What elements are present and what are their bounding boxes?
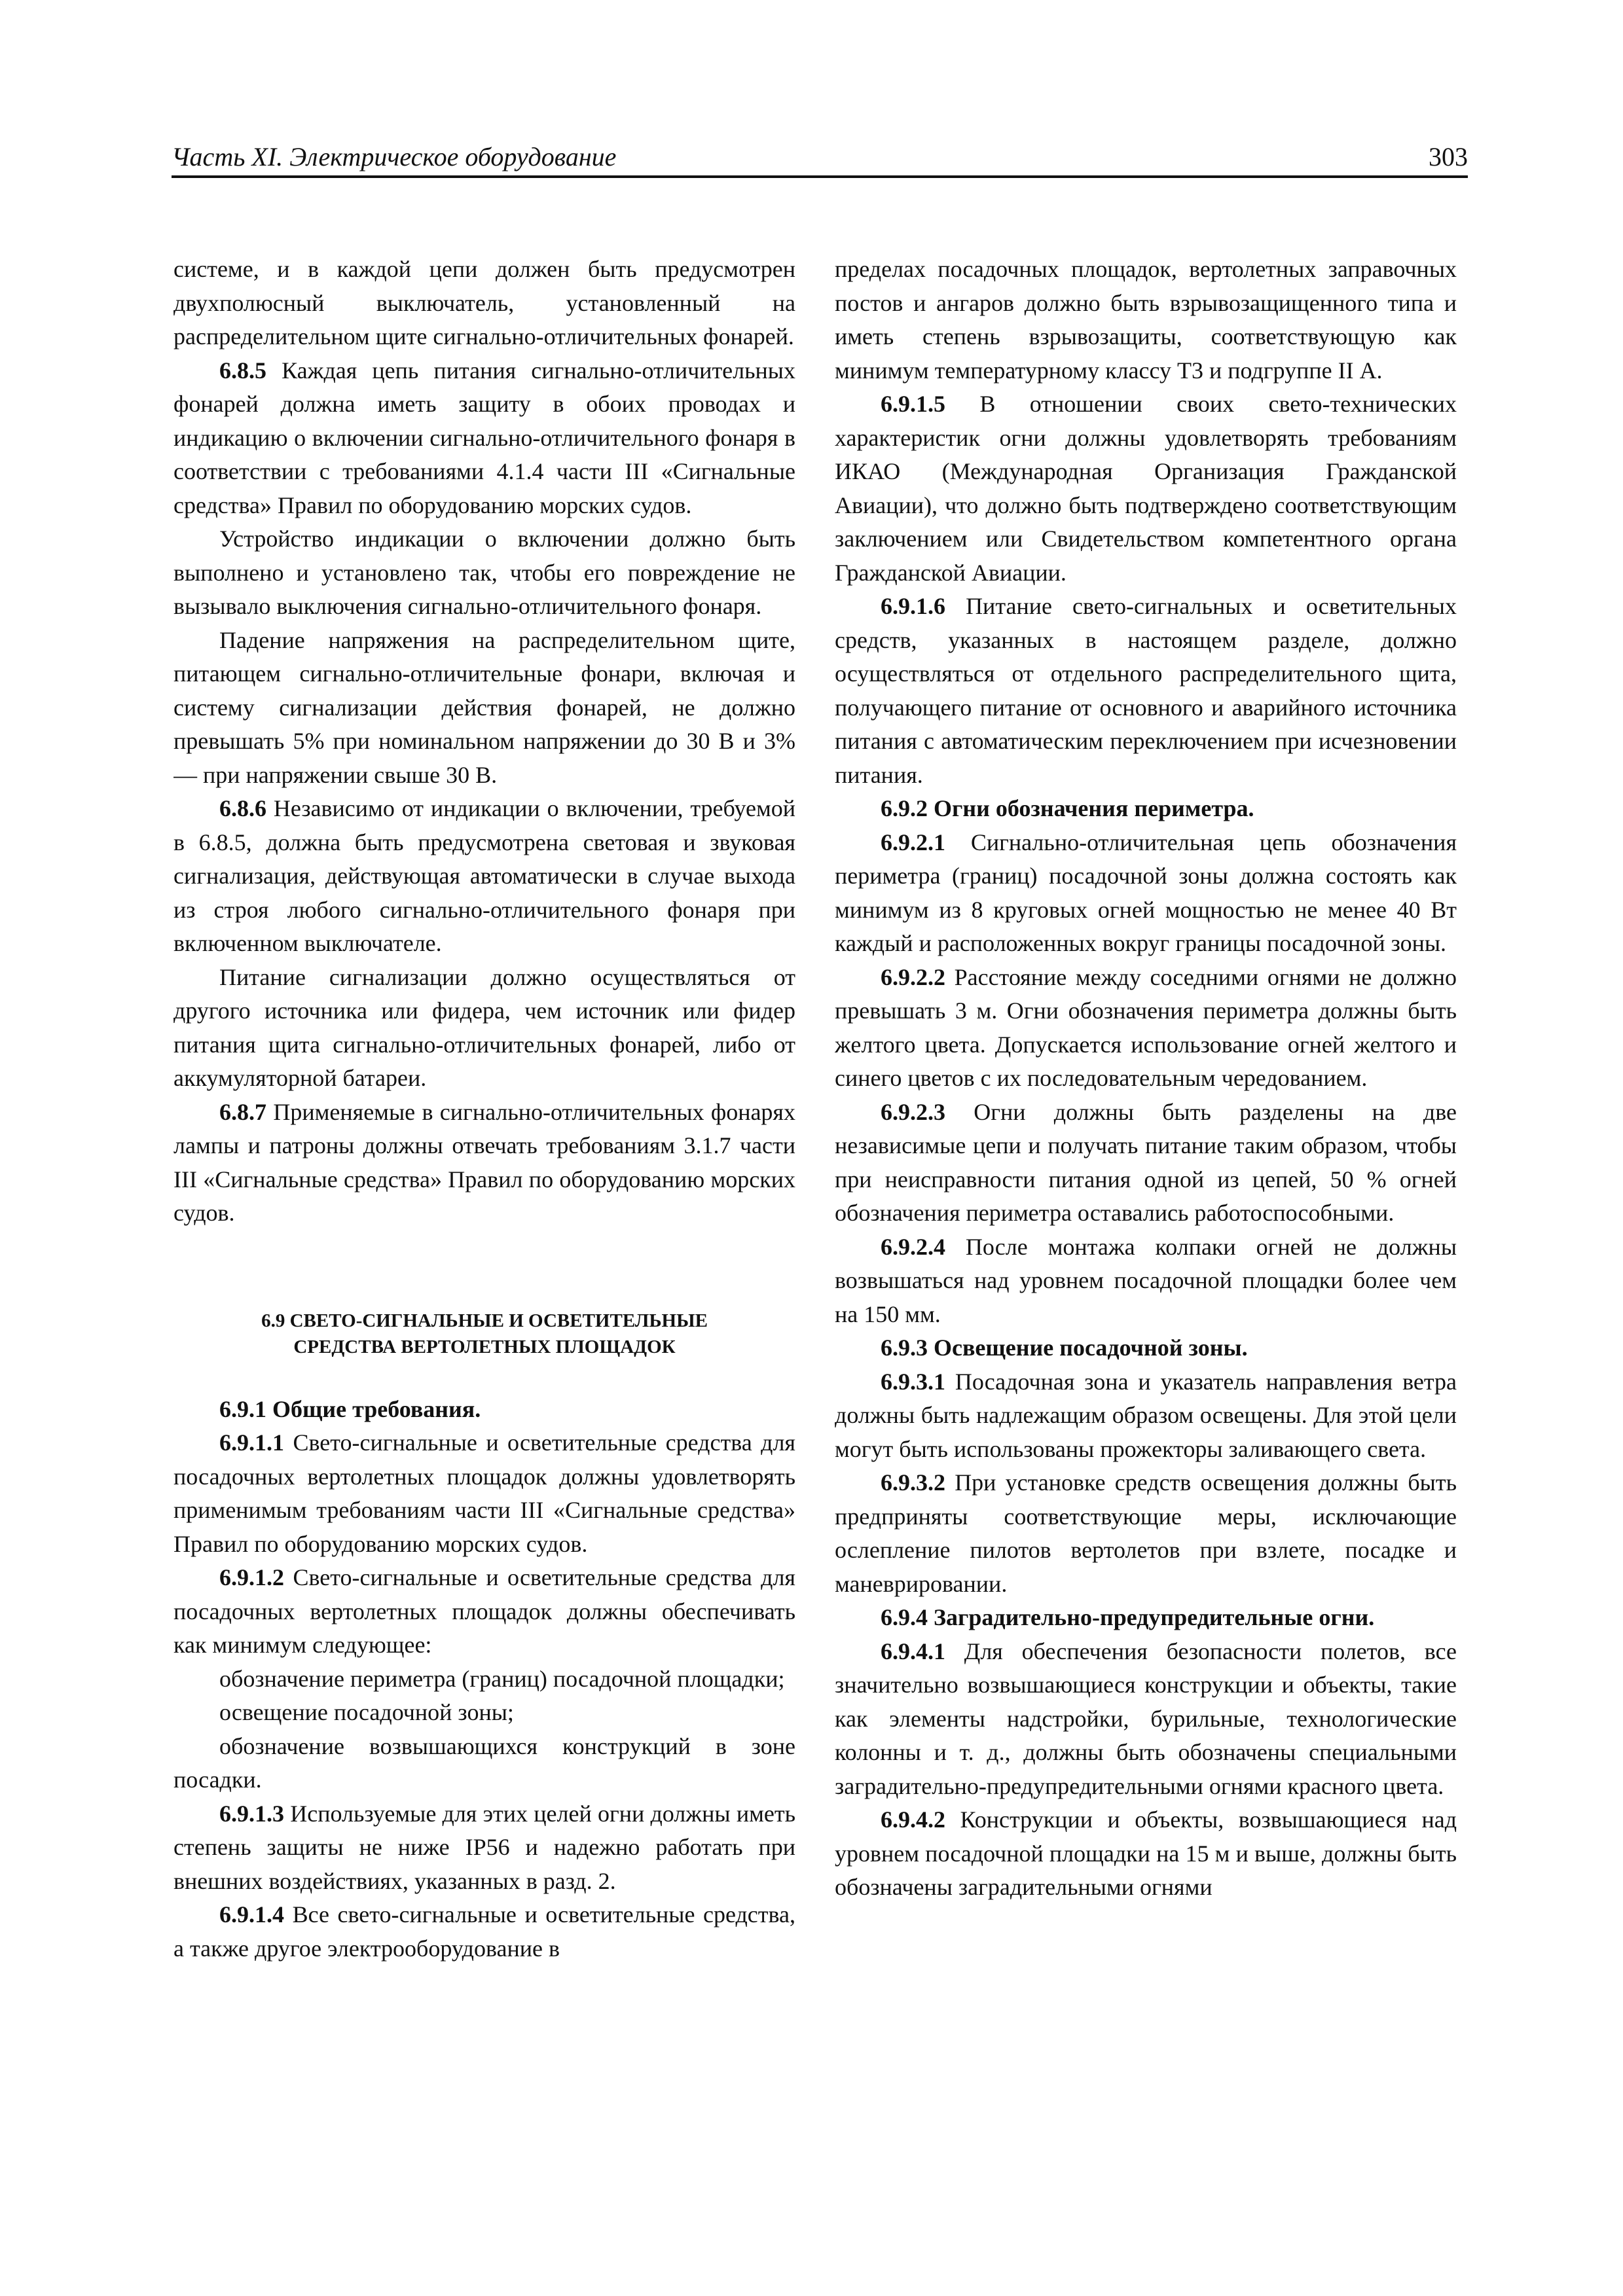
paragraph-text: Питание свето-сигнальных и осветительных средств, указанных в настоящем разделе, должно осуществляться от отдельного распределительного щита, получающего питание от основного и аварийного источника питания с автоматическим переключением при исчезновении питания.	[835, 593, 1457, 788]
running-header	[172, 141, 1468, 173]
header-rule	[172, 175, 1468, 178]
page-number: 303	[1429, 142, 1468, 171]
section-title-line: 6.9 СВЕТО-СИГНАЛЬНЫЕ И ОСВЕТИТЕЛЬНЫЕ	[261, 1310, 708, 1331]
paragraph-text: Каждая цепь питания сигнально-отличительных фонарей должна иметь защиту в обоих проводах и индикацию о включении сигнально-отличительного фонаря в соответствии с требованиями 4.1.4 части III «Сигнальные средства» Правил по оборудованию морских судов.	[173, 357, 795, 518]
paragraph-6-9-2-4	[835, 1230, 1457, 1332]
paragraph-text: Расстояние между соседними огнями не должно превышать 3 м. Огни обозначения периметра должны быть желтого цвета. Допускается использование огней желтого и синего цветов с их последовательным чередованием.	[835, 963, 1457, 1091]
clause-number: 6.9.2.4	[881, 1233, 945, 1260]
subsection-heading: 6.9.3 Освещение посадочной зоны.	[881, 1335, 1248, 1361]
paragraph-text: Независимо от индикации о включении, требуемой в 6.8.5, должна быть предусмотрена световая и звуковая сигнализация, действующая автоматически в случае выхода из строя любого сигнально-отличительного фонаря при включенном выключателе.	[173, 795, 795, 956]
paragraph-text: Свето-сигнальные и осветительные средства для посадочных вертолетных площадок должны обеспечивать как минимум следующее:	[173, 1564, 795, 1658]
paragraph-text: Посадочная зона и указатель направления ветра должны быть надлежащим образом освещены. Для этой цели могут быть использованы прожекторы заливающего света.	[835, 1368, 1457, 1462]
clause-number: 6.8.6	[219, 795, 266, 821]
clause-number: 6.9.1.4	[219, 1901, 284, 1928]
paragraph-6-9-3-1	[835, 1365, 1457, 1467]
paragraph-text: Применяемые в сигнально-отличительных фонарях лампы и патроны должны отвечать требованиям 3.1.7 части III «Сигнальные средства» Правил по оборудованию морских судов.	[173, 1098, 795, 1226]
list-item: освещение посадочной зоны;	[219, 1699, 514, 1725]
paragraph-6-9-4-1	[835, 1635, 1457, 1804]
section-title-line: СРЕДСТВА ВЕРТОЛЕТНЫХ ПЛОЩАДОК	[293, 1336, 676, 1357]
paragraph-text: Сигнально-отличительная цепь обозначения периметра (границ) посадочной зоны должна состоять как минимум из 8 круговых огней мощностью не менее 40 Вт каждый и расположенных вокруг границы посадочной зоны.	[835, 829, 1457, 956]
clause-number: 6.9.1.1	[219, 1429, 284, 1456]
clause-number: 6.9.1.5	[881, 391, 945, 417]
left-column	[173, 253, 795, 1965]
paragraph-6-9-2-3	[835, 1096, 1457, 1230]
paragraph-6-9-1-2	[173, 1561, 795, 1662]
paragraph: Питание сигнализации должно осуществляться от другого источника или фидера, чем источник или фидер питания щита сигнально-отличительных фонарей, либо от аккумуляторной батареи.	[173, 963, 795, 1091]
paragraph-6-9-2-1	[835, 826, 1457, 961]
section-title	[173, 1308, 795, 1360]
paragraph-6-9-3-2	[835, 1466, 1457, 1601]
paragraph-text: После монтажа колпаки огней не должны возвышаться над уровнем посадочной площадки более чем на 150 мм.	[835, 1233, 1457, 1327]
paragraph-6-9-1-3	[173, 1797, 795, 1899]
paragraph: системе, и в каждой цепи должен быть предусмотрен двухполюсный выключатель, установленный на распределительном щите сигнально-отличительных фонарей.	[173, 256, 795, 350]
paragraph-text: Конструкции и объекты, возвышающиеся над уровнем посадочной площадки на 15 м и выше, должны быть обозначены заградительными огнями	[835, 1806, 1457, 1900]
paragraph: Падение напряжения на распределительном щите, питающем сигнально-отличительные фонари, включая и систему сигнализации действия фонарей, не должно превышать 5% при номинальном напряжении до 30 В и 3% — при напряжении свыше 30 В.	[173, 626, 795, 788]
paragraph: Устройство индикации о включении должно быть выполнено и установлено так, чтобы его повреждение не вызывало выключения сигнально-отличительного фонаря.	[173, 526, 795, 619]
running-title: Часть XI. Электрическое оборудование	[172, 142, 617, 171]
clause-number: 6.9.1.2	[219, 1564, 284, 1590]
clause-number: 6.9.4.1	[881, 1638, 945, 1664]
clause-number: 6.9.3.1	[881, 1368, 945, 1395]
clause-number: 6.9.1.6	[881, 593, 945, 619]
paragraph-text: Используемые для этих целей огни должны иметь степень защиты не ниже IP56 и надежно работать при внешних воздействиях, указанных в разд. 2.	[173, 1800, 795, 1894]
paragraph-text: В отношении своих свето-технических характеристик огни должны удовлетворять требованиям ИКАО (Международная Организация Гражданской Авиации), что должно быть подтверждено соответствующим заключением или Свидетельством компетентного органа Гражданской Авиации.	[835, 391, 1457, 586]
paragraph-6-9-1-1	[173, 1426, 795, 1561]
paragraph-text: При установке средств освещения должны быть предприняты соответствующие меры, исключающие ослепление пилотов вертолетов при взлете, посадке и маневрировании.	[835, 1469, 1457, 1597]
paragraph-6-8-7	[173, 1096, 795, 1230]
paragraph-6-9-2-2	[835, 961, 1457, 1096]
paragraph-text: Для обеспечения безопасности полетов, все значительно возвышающиеся конструкции и объекты, такие как элементы надстройки, бурильные, технологические колонны и т. д., должны быть обозначены специальными заградительно-предупредительными огнями красного цвета.	[835, 1638, 1457, 1799]
list-item: обозначение периметра (границ) посадочной площадки;	[219, 1665, 785, 1692]
clause-number: 6.9.2.1	[881, 829, 945, 855]
list-item: обозначение возвышающихся конструкций в зоне посадки.	[173, 1732, 795, 1793]
paragraph-6-9-4-2	[835, 1803, 1457, 1905]
clause-number: 6.9.3.2	[881, 1469, 945, 1496]
subsection-heading: 6.9.2 Огни обозначения периметра.	[881, 795, 1254, 821]
paragraph-6-8-6	[173, 792, 795, 961]
clause-number: 6.9.1.3	[219, 1800, 284, 1827]
clause-number: 6.9.4.2	[881, 1806, 945, 1833]
clause-number: 6.8.5	[219, 357, 266, 384]
paragraph-text: Огни должны быть разделены на две независимые цепи и получать питание таким образом, чтобы при неисправности питания одной из цепей, 50 % огней обозначения периметра оставались работоспособными.	[835, 1098, 1457, 1226]
clause-number: 6.9.2.3	[881, 1098, 945, 1125]
subsection-heading: 6.9.4 Заградительно-предупредительные огни.	[881, 1604, 1375, 1630]
paragraph-6-9-1-5	[835, 387, 1457, 590]
paragraph-text: Все свето-сигнальные и осветительные средства, а также другое электрооборудование в	[173, 1901, 795, 1962]
paragraph: пределах посадочных площадок, вертолетных заправочных постов и ангаров должно быть взрывозащищенного типа и иметь степень взрывозащиты, соответствующую как минимум температурному классу Т3 и подгруппе II А.	[835, 256, 1457, 384]
paragraph-6-9-1-6	[835, 590, 1457, 792]
paragraph-6-9-1-4	[173, 1898, 795, 1965]
paragraph-text: Свето-сигнальные и осветительные средства для посадочных вертолетных площадок должны удовлетворять применимым требованиям части III «Сигнальные средства» Правил по оборудованию морских судов.	[173, 1429, 795, 1557]
paragraph-6-8-5	[173, 354, 795, 523]
clause-number: 6.9.2.2	[881, 963, 945, 990]
subsection-heading: 6.9.1 Общие требования.	[219, 1395, 481, 1422]
right-column	[835, 253, 1457, 1905]
clause-number: 6.8.7	[219, 1098, 266, 1125]
